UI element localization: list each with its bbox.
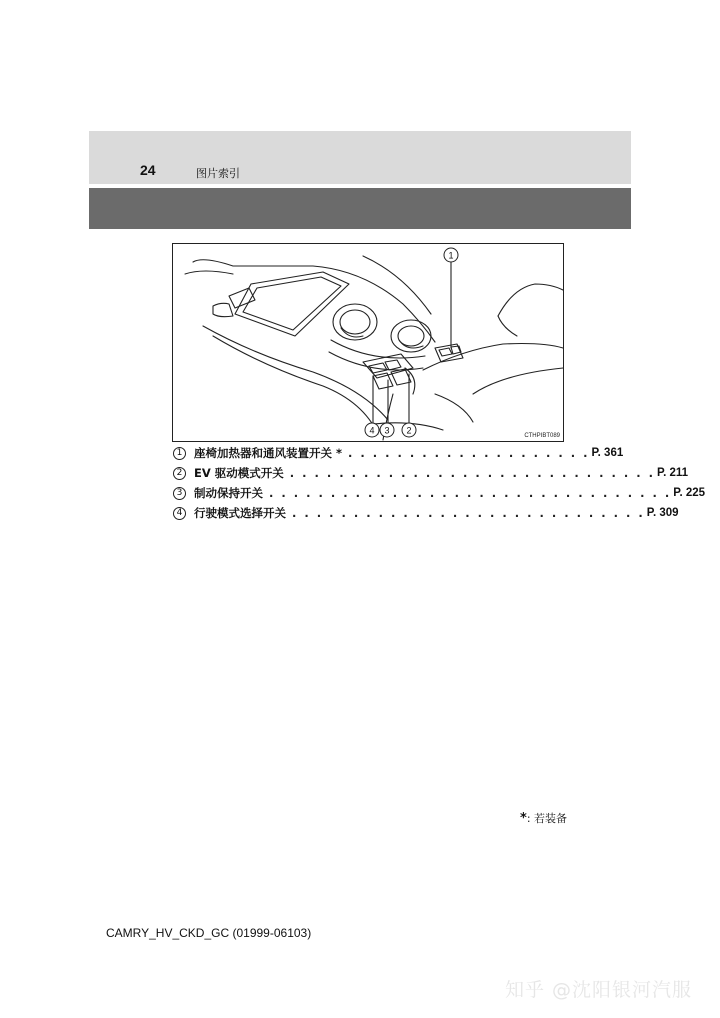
console-line-drawing	[173, 244, 563, 441]
item-number: 3	[173, 487, 186, 500]
index-row[interactable]	[173, 443, 624, 463]
title-bar	[89, 188, 631, 229]
item-number: 2	[173, 467, 186, 480]
callout-label-2: 2	[406, 425, 412, 436]
dot-leader: . . . . . . . . . . . . . . . . . . . . . . . . . . . . .	[292, 506, 645, 520]
section-title: 图片索引	[196, 167, 240, 180]
dot-leader: . . . . . . . . . . . . . . . . . . . .	[348, 446, 590, 460]
page-number: 24	[140, 162, 156, 178]
figure-code: CTHPIBT089	[524, 433, 560, 439]
document-code: CAMRY_HV_CKD_GC (01999-06103)	[106, 926, 312, 940]
page-reference-link[interactable]: P. 361	[591, 447, 624, 459]
item-label: 行驶模式选择开关	[194, 506, 286, 520]
header-band	[89, 131, 631, 184]
footnote-text: : 若装备	[526, 812, 568, 825]
index-list	[173, 443, 706, 523]
item-label: 座椅加热器和通风装置开关	[194, 446, 332, 460]
item-label: EV 驱动模式开关	[194, 466, 284, 480]
index-row[interactable]	[173, 503, 679, 523]
watermark: 知乎 @沈阳银河汽服	[505, 979, 693, 1001]
page-reference-link[interactable]: P. 309	[646, 507, 679, 519]
callout-label-3: 3	[384, 425, 390, 436]
item-number: 4	[173, 507, 186, 520]
dot-leader: . . . . . . . . . . . . . . . . . . . . . . . . . . . . . . . . .	[269, 486, 672, 500]
page-reference-link[interactable]: P. 225	[673, 487, 706, 499]
item-label: 制动保持开关	[194, 486, 263, 500]
dot-leader: . . . . . . . . . . . . . . . . . . . . . . . . . . . . . .	[289, 466, 655, 480]
item-number: 1	[173, 447, 186, 460]
index-row[interactable]	[173, 483, 706, 503]
footnote	[520, 810, 567, 826]
index-row[interactable]	[173, 463, 689, 483]
item-star: *	[336, 446, 343, 460]
footnote-star: *	[520, 811, 527, 826]
page-reference-link[interactable]: P. 211	[656, 467, 689, 479]
console-illustration	[172, 243, 564, 442]
callout-label-4: 4	[369, 425, 375, 436]
callout-label-1: 1	[448, 250, 454, 261]
